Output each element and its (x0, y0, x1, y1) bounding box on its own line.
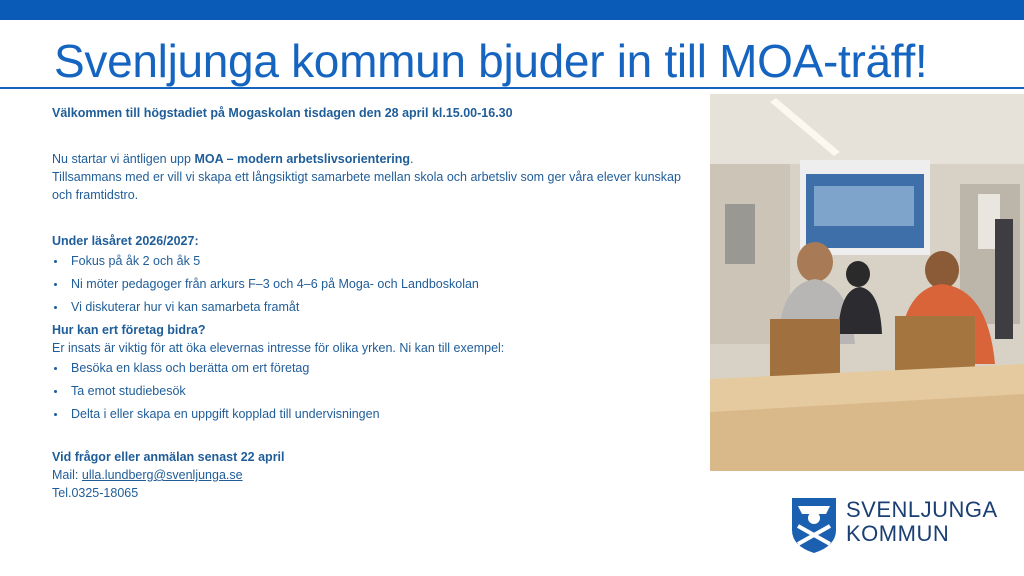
list-item: Ta emot studiebesök (52, 382, 692, 400)
top-bar (0, 0, 1024, 20)
bullet-icon (54, 390, 57, 393)
bullet-icon (54, 413, 57, 416)
list-item: Fokus på åk 2 och åk 5 (52, 252, 692, 270)
list-item: Besöka en klass och berätta om ert företag (52, 359, 692, 377)
email-link[interactable]: ulla.lundberg@svenljunga.se (81, 468, 243, 482)
paragraph-collab: Tillsammans med er vill vi skapa ett långsiktigt samarbete mellan skola och arbetsliv som ger våra elever kunskap och framtidstro. (52, 170, 681, 202)
section-contribute-heading: Hur kan ert företag bidra? (52, 323, 206, 337)
bullet-icon (54, 283, 57, 286)
list-item: Ni möter pedagoger från arkurs F–3 och 4–6 på Moga- och Landboskolan (52, 275, 692, 293)
moa-pre: Nu startar vi äntligen upp (52, 152, 195, 166)
page-title: Svenljunga kommun bjuder in till MOA-träff! (54, 35, 928, 87)
logo-line-1: SVENLJUNGA (846, 497, 998, 522)
classroom-photo (710, 94, 1024, 471)
bullet-icon (54, 306, 57, 309)
contact-heading: Vid frågor eller anmälan senast 22 april (52, 450, 285, 464)
list-item: Vi diskuterar hur vi kan samarbeta framåt (52, 298, 692, 316)
contact-mail: Mail: ulla.lundberg@svenljunga.se (52, 468, 243, 482)
contribute-list (52, 359, 692, 423)
section-year-heading: Under läsåret 2026/2027: (52, 234, 199, 248)
bullet-icon (54, 260, 57, 263)
coat-of-arms-icon (790, 496, 838, 554)
paragraph-moa (52, 150, 692, 168)
intro-line: Välkommen till högstadiet på Mogaskolan tisdagen den 28 april kl.15.00-16.30 (52, 106, 513, 120)
title-divider (0, 87, 1024, 89)
moa-strong: MOA – modern arbetslivsorientering (194, 152, 411, 166)
invitation-body (52, 104, 692, 502)
svenljunga-logo (790, 496, 998, 556)
moa-post: . (410, 152, 414, 166)
bullet-icon (54, 367, 57, 370)
contribute-text: Er insats är viktig för att öka elevernas intresse för olika yrken. Ni kan till exempel: (52, 341, 505, 355)
list-item: Delta i eller skapa en uppgift kopplad till undervisningen (52, 405, 692, 423)
contact-phone: Tel.0325-18065 (52, 486, 139, 500)
year-list (52, 252, 692, 316)
logo-line-2: KOMMUN (846, 521, 950, 546)
